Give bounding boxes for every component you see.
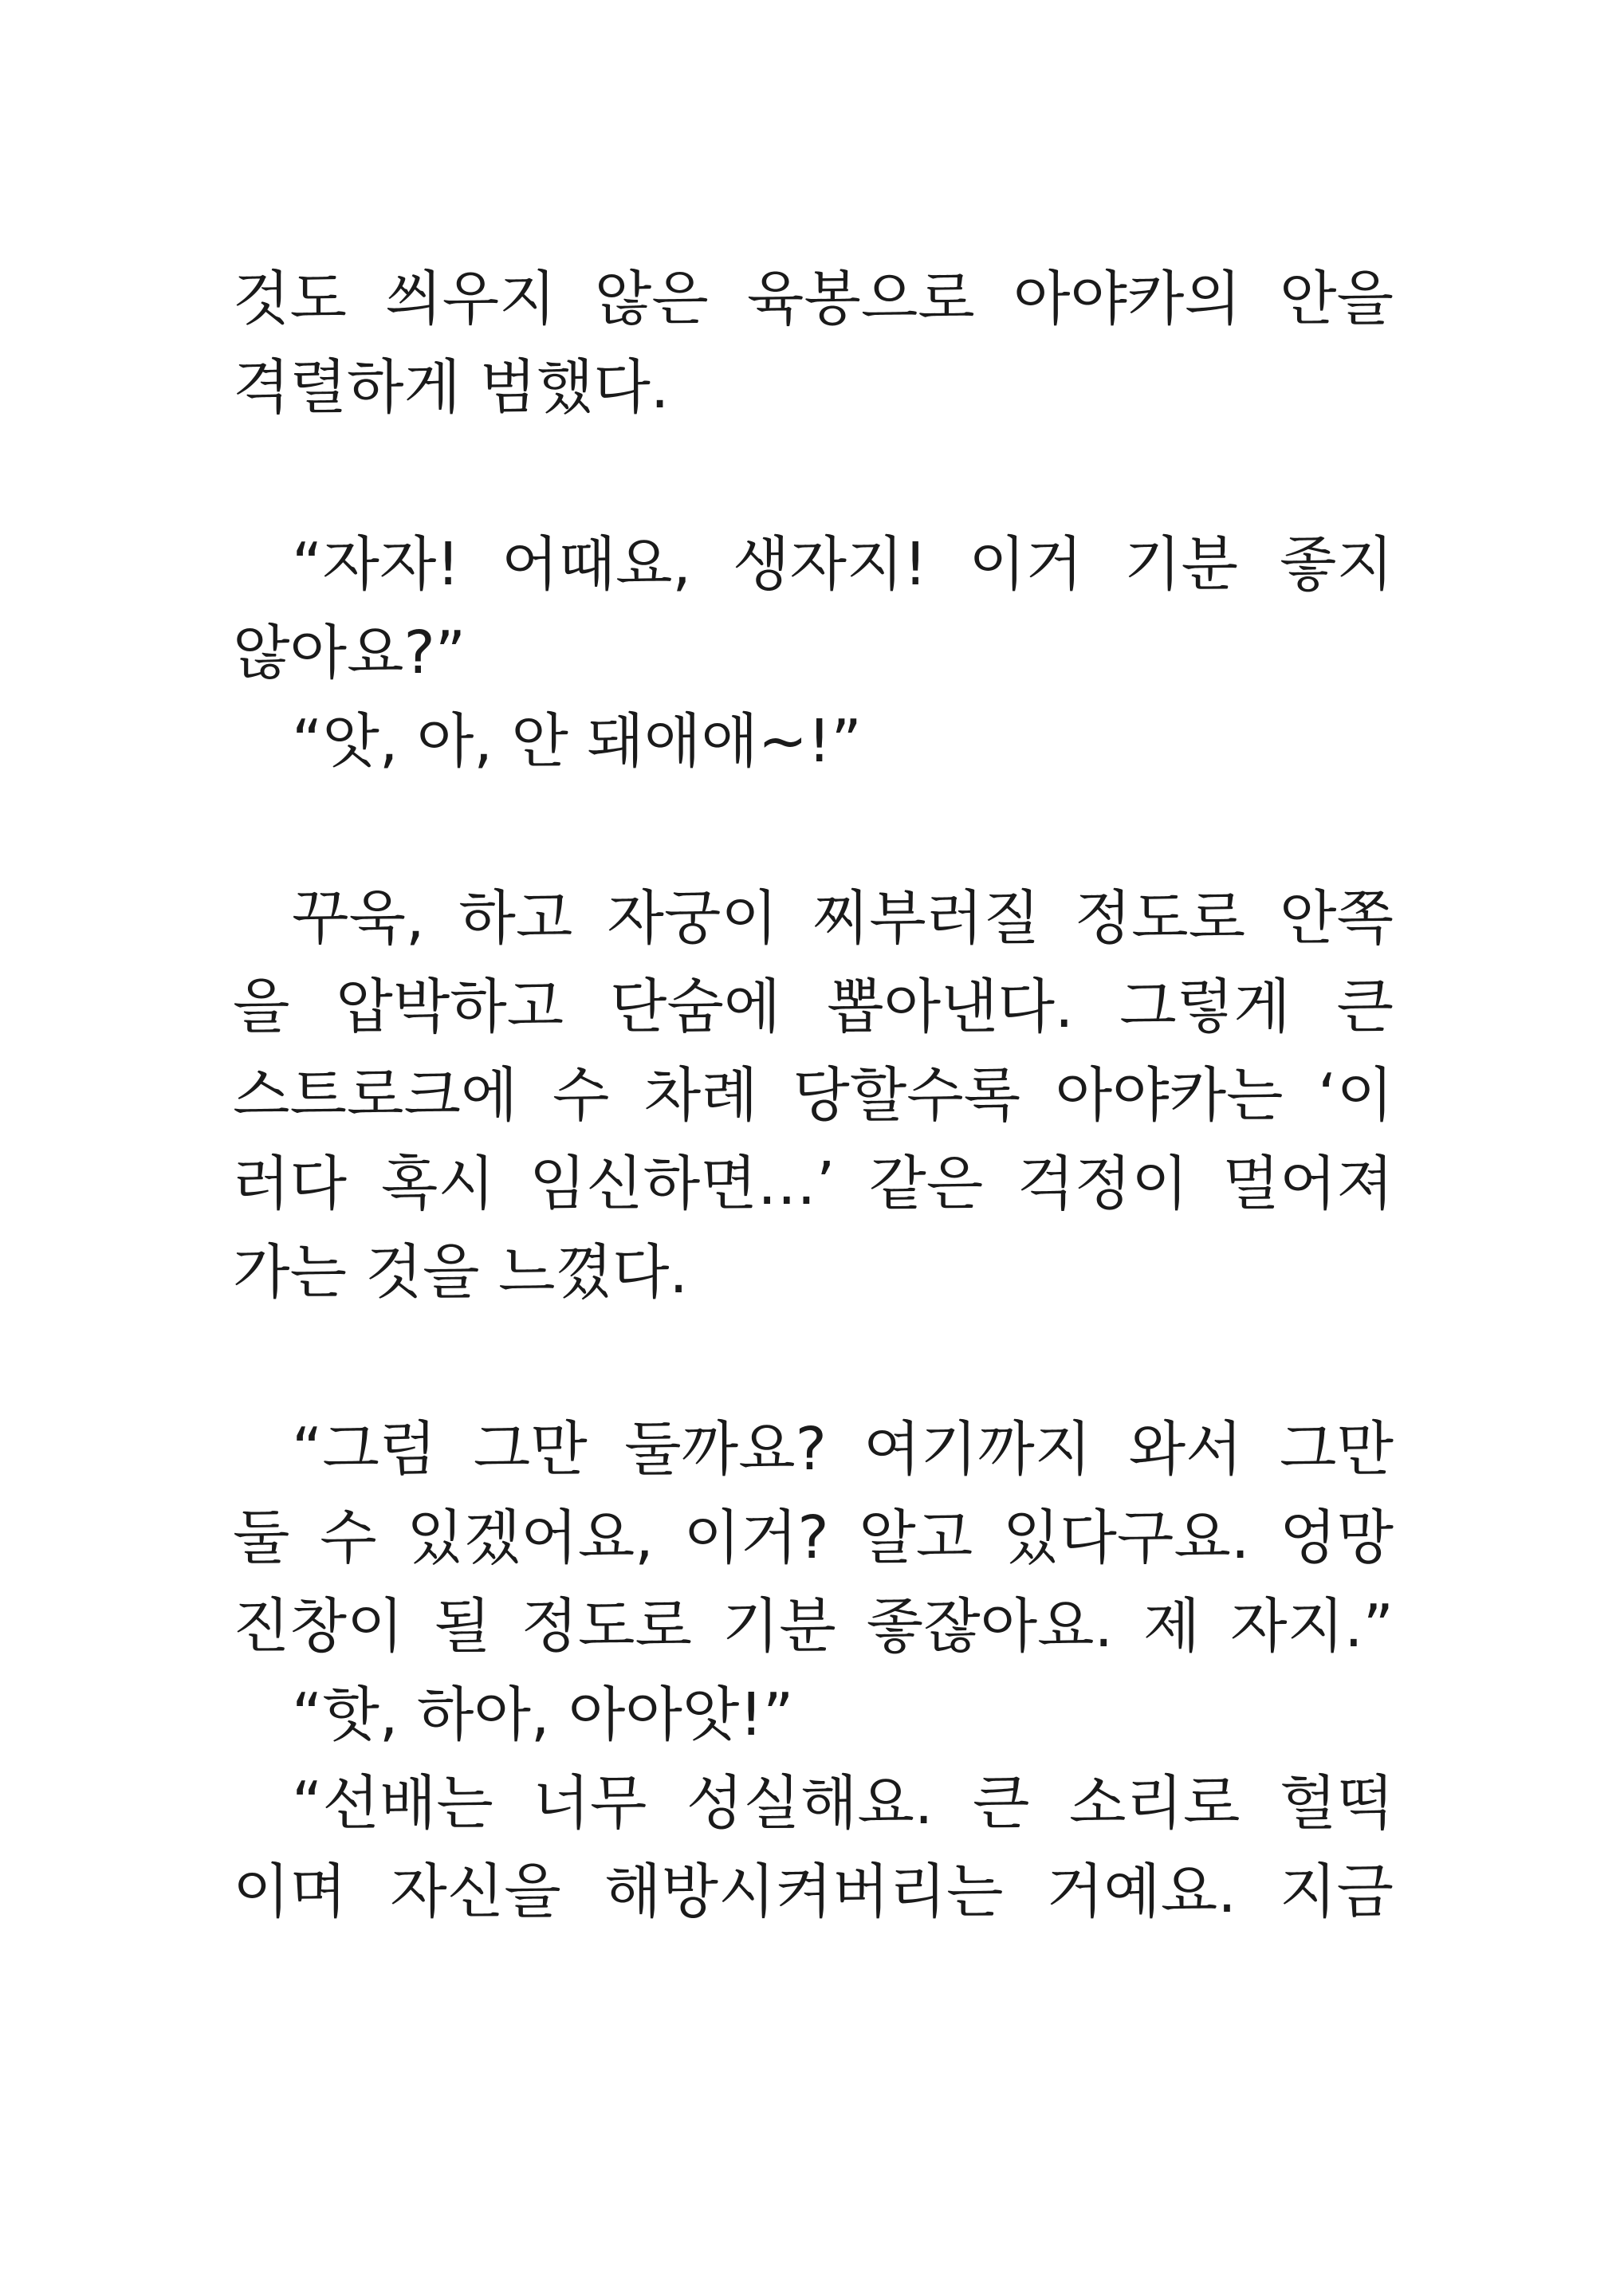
- paragraph-break: [233, 786, 1394, 875]
- paragraph-break: [233, 1317, 1394, 1406]
- body-text: [233, 255, 1394, 1936]
- paragraph-break: [233, 432, 1394, 521]
- text-line: 꾸욱, 하고 자궁이 찌부러질 정도로 안쪽: [292, 884, 1394, 953]
- text-line: 이며 자신을 해방시켜버리는 거예요. 지금: [233, 1858, 1394, 1926]
- text-line: “핫, 하아, 아아앗!”: [292, 1681, 794, 1749]
- text-line: 가는 것을 느꼈다.: [233, 1238, 688, 1307]
- text-line: 둘 수 있겠어요, 이거? 알고 있다구요. 엉망: [233, 1504, 1394, 1572]
- text-line: 것도 씌우지 않은 육봉으로 아야카의 안을: [233, 265, 1394, 333]
- text-line: 않아요?”: [233, 619, 466, 687]
- text-line: 진창이 될 정도로 기분 좋잖아요. 제 자지.”: [233, 1592, 1394, 1661]
- text-line: “앗, 아, 안 돼애애~!”: [292, 707, 862, 776]
- text-line: “자자! 어때요, 생자지! 이거 기분 좋지: [292, 530, 1394, 599]
- text-line: 스트로크에 수 차례 당할수록 아야카는 ‘이: [233, 1061, 1394, 1130]
- text-line: 격렬하게 범했다.: [233, 353, 670, 422]
- text-line: “그럼 그만 둘까요? 여기까지 와서 그만: [292, 1415, 1394, 1484]
- text-line: 을 압박하고 단숨에 뽑아낸다. 그렇게 큰: [233, 973, 1394, 1041]
- text-line: “선배는 너무 성실해요. 큰 소리로 헐떡: [292, 1769, 1394, 1838]
- text-line: 러다 혹시 임신하면…’ 같은 걱정이 멀어져: [233, 1150, 1394, 1218]
